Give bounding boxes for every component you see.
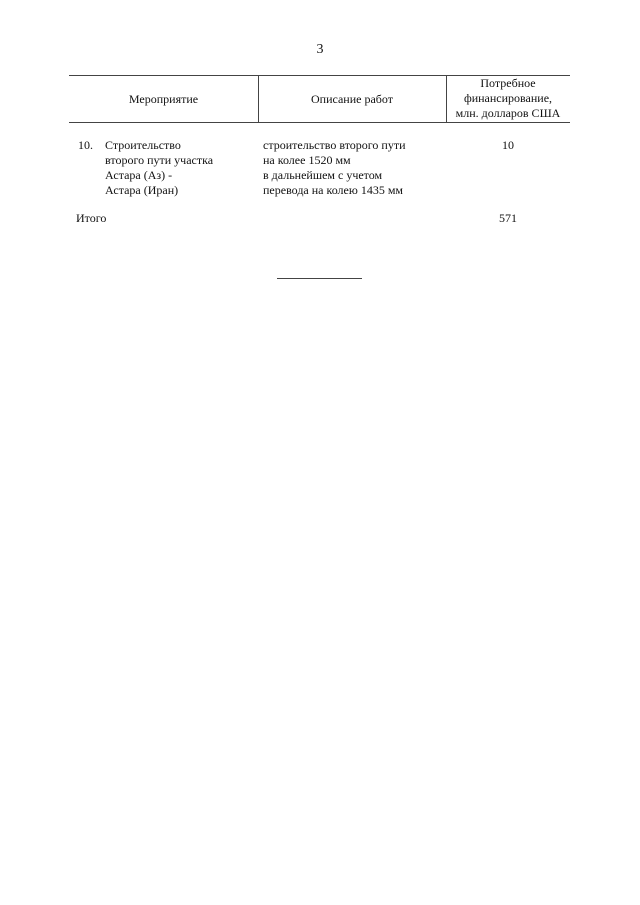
- row-event-line: второго пути участка: [105, 153, 214, 167]
- row-event: [105, 138, 213, 198]
- header-financing-line: Потребное: [480, 76, 536, 90]
- total-label: Итого: [76, 211, 107, 225]
- header-financing-line: млн. долларов США: [455, 106, 561, 120]
- row-number: 10.: [78, 138, 93, 152]
- closing-divider: [277, 278, 362, 279]
- total-value: 571: [499, 211, 517, 225]
- header-description: Описание работ: [311, 92, 393, 106]
- header-financing: [446, 76, 570, 121]
- row-event-line: Астара (Аз) -: [105, 168, 173, 182]
- row-financing: 10: [502, 138, 514, 152]
- row-description-line: перевода на колею 1435 мм: [263, 183, 404, 197]
- row-description: [263, 138, 406, 198]
- page-number: 3: [316, 42, 324, 57]
- row-description-line: в дальнейшем с учетом: [263, 168, 383, 182]
- header-event: Мероприятие: [128, 92, 199, 106]
- row-description-line: строительство второго пути: [263, 138, 406, 152]
- row-event-line: Астара (Иран): [105, 183, 179, 197]
- table-header-bottom-border: [69, 122, 570, 123]
- header-financing-line: финансирование,: [463, 91, 553, 105]
- row-description-line: на колее 1520 мм: [263, 153, 351, 167]
- row-event-line: Строительство: [105, 138, 181, 152]
